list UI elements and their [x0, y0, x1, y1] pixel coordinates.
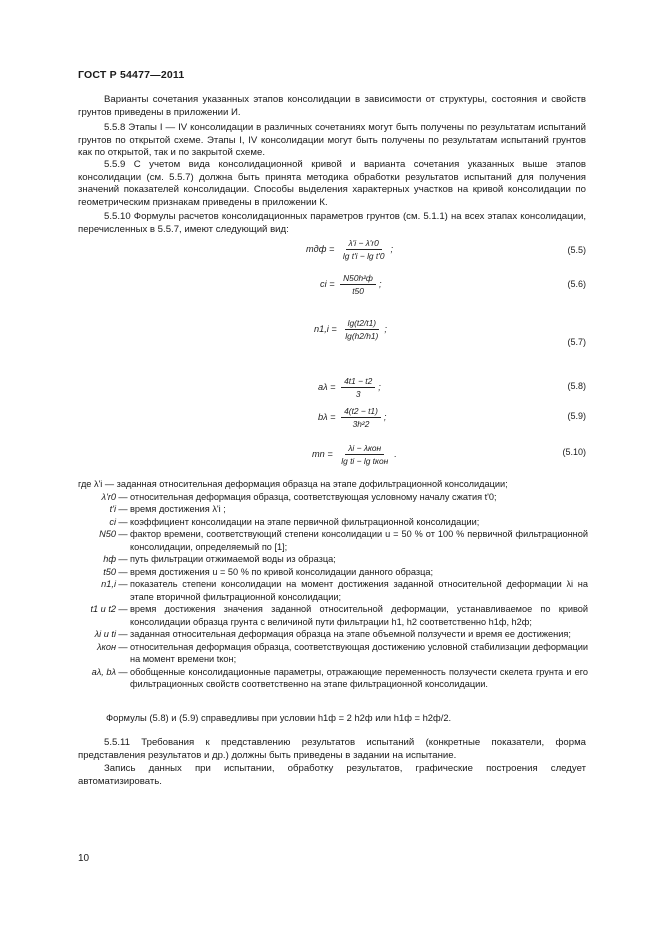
- equation-5-5: mдф = $\frac{\lambda'i - \lambda'r0}{\text{lg t'i − lg t'0}}$ ;: [306, 238, 394, 261]
- paragraph-5-5-10: 5.5.10 Формулы расчетов консолидационных параметров грунтов (см. 5.1.1) на всех этапах консолидации, перечисленных в 5.5.7, имеют следующий вид:: [78, 211, 586, 235]
- definition-item: ci — коэффициент консолидации на этапе первичной фильтрационной консолидации;: [109, 516, 480, 527]
- definition-item: hф — путь фильтрации отжимаемой воды из образца;: [103, 554, 336, 564]
- equation-5-8: aλ = $\frac{4t1 - t2}{3}$ ;: [318, 376, 381, 399]
- paragraph-5-5-11: 5.5.11 Требования к представлению результатов испытаний (конкретные показатели, форма представления результатов и др.) должны быть приведены в задании на испытание.: [78, 737, 586, 761]
- paragraph-intro: Варианты сочетания указанных этапов консолидации в зависимости от структуры, состояния и свойств грунтов приведены в приложении И.: [78, 94, 586, 118]
- definition-item: aλ, bλ — обобщенные консолидационные параметры, отражающие переменность ползучести скелета грунта и его фильтрационных свойств соответственно на этапе фильтрационной консолидации.: [91, 666, 588, 689]
- definition-item: t'i — время достижения λ'i ;: [109, 504, 226, 514]
- definition-item: λ'r0 — относительная деформация образца, соответствующая условному началу сжатия t'0;: [101, 491, 497, 502]
- definition-item: λкон — относительная деформация образца, соответствующая достижению условной стабилизации деформации на момент времени tкон;: [96, 641, 588, 664]
- definition-item: N50 — фактор времени, соответствующий степени консолидации u = 50 % от 100 % первичной фильтрационной консолидации, определяемый по [1];: [99, 529, 588, 552]
- formula-condition-note: Формулы (5.8) и (5.9) справедливы при условии h1ф = 2 h2ф или h1ф = h2ф/2.: [106, 712, 452, 723]
- document-header: ГОСТ Р 54477—2011: [78, 69, 185, 81]
- paragraph-5-5-8: 5.5.8 Этапы I — IV консолидации в различных сочетаниях могут быть получены по результатам испытаний грунтов по открытой схеме. Этапы I, IV консолидации могут быть получены по результатам испытаний грунтов как по открытой, так и по закрытой схеме.: [78, 122, 586, 159]
- definitions-list: [78, 478, 588, 691]
- paragraph-automation: Запись данных при испытании, обработку результатов, графические построения следует автоматизировать.: [78, 763, 586, 787]
- equation-number: (5.9): [567, 411, 586, 421]
- paragraph-5-5-9: 5.5.9 С учетом вида консолидационной кривой и варианта сочетания указанных выше этапов консолидации (см. 5.5.7) должна быть принята методика обработки результатов испытаний для получения значений показателей консолидации. Способы выделения характерных участков на кривой консолидации по геометрическим признакам приведены в приложении К.: [78, 159, 586, 208]
- equation-number: (5.5): [567, 245, 586, 255]
- equation-5-9: bλ = $\frac{4(t2 - t1)}{\text{3h²2}}$ ;: [318, 406, 387, 429]
- page-number: 10: [78, 853, 90, 864]
- equation-5-10: mn = $\frac{\text{λi − λкон}}{\text{lg ti − lg tкон}}$ .: [312, 443, 397, 466]
- definition-item: λi и ti — заданная относительная деформация образца на этапе объемной ползучести и время ее достижения;: [94, 629, 571, 639]
- equation-5-7: n1,i = $\frac{\lg(t2/t1)}{\lg(h2/h1)}$ ;: [314, 318, 387, 341]
- definition-item: n1,i — показатель степени консолидации на момент достижения заданной относительной деформации λi на этапе вторичной фильтрационной консолидации;: [101, 579, 588, 602]
- definition-item: t1 и t2 — время достижения значения заданной относительной деформации, устанавливаемое по кривой консолидации образца грунта с величиной пути фильтрации h1, h2 соответственно h1ф, h2ф;: [90, 604, 588, 627]
- equation-number: (5.6): [567, 279, 586, 289]
- definitions-intro: где λ'i — заданная относительная деформация образца на этапе дофильтрационной консолидации;: [78, 479, 508, 489]
- definition-item: t50 — время достижения u = 50 % по кривой консолидации данного образца;: [103, 566, 433, 577]
- equation-5-6: ci = $\frac{\text{N50h²ф}}{t50}$ ;: [320, 273, 382, 296]
- equation-number: (5.8): [567, 381, 586, 391]
- equation-number: (5.7): [567, 337, 586, 347]
- equation-number: (5.10): [562, 447, 586, 457]
